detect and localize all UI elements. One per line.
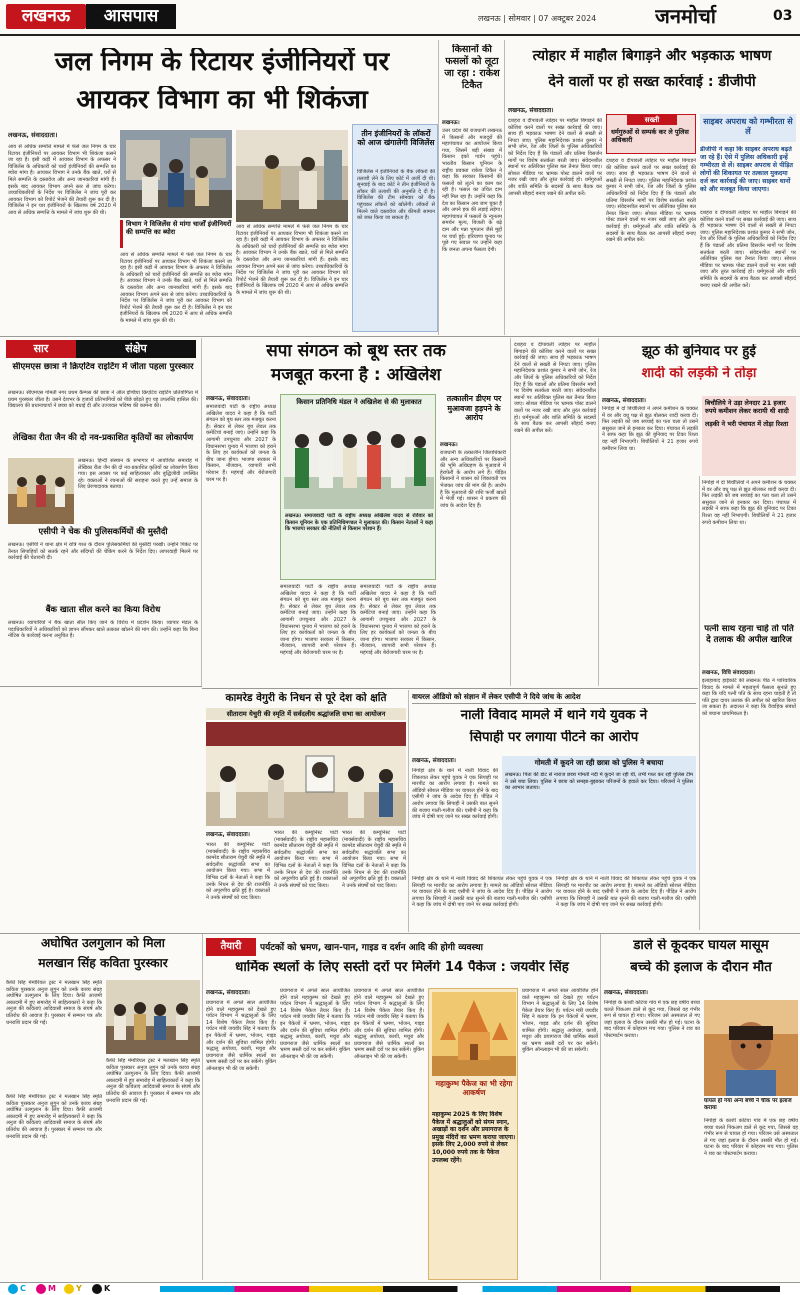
award-photo: [106, 980, 200, 1054]
comrade-photo-title: सीताराम येचुरी की स्मृति में सर्वदलीय श्रद्धांजलि सभा का आयोजन: [206, 708, 406, 720]
akhilesh-headline-1: सपा संगठन को बूथ स्तर तक: [266, 342, 446, 361]
akhilesh-headline-2: मजबूत करना है : अखिलेश: [271, 366, 441, 385]
lead-headline-2: आयकर विभाग का भी शिकंजा: [76, 86, 368, 115]
color-bar: [0, 1282, 800, 1295]
tourism-kicker-line: पर्यटकों को भ्रमण, खान-पान, गाइड व दर्शन आदि की होगी व्यवस्था: [260, 943, 483, 953]
tourism-kicker-bar: [206, 938, 598, 956]
brief-2-title: लेखिका रीता जैन की दो नव-प्रकाशित कृतियों का लोकार्पण: [12, 432, 194, 442]
jhooth-headline-2: शादी को लड़की ने तोड़ा: [641, 366, 757, 381]
brief-4-title: बैंक खाता सील करने का किया विरोध: [45, 604, 161, 614]
brief-3-body: लखनऊ। एसीपी ने थाना क्षेत्र में रात्रि गश्त के दौरान पुलिसकर्मियों की मुस्तैदी परखी। उन्होंने पिकेट पर तैनात सिपाहियों को सतर्क रहने और संदिग्धों की चेकिंग करने के निर्देश दिए। लापरवाही मिलने पर कार्रवाई की चेतावनी दी।: [8, 542, 198, 562]
child-photo: [704, 1000, 798, 1096]
brief-3-title: एसीपी ने चेक की पुलिसकर्मियों की मुस्तैदी: [38, 526, 168, 536]
akhilesh-photo-block: [280, 394, 436, 580]
vigilance-photo: [236, 130, 348, 222]
child-byline: लखनऊ, संवाददाता।: [604, 990, 648, 996]
tourism-body-col2: प्रयागराज में अगले साल आयोजित होने वाले महाकुम्भ को देखते हुए पर्यटन विभाग ने श्रद्धालुओं के लिए 14 विशेष पैकेज तैयार किए हैं। पर्यटन मंत्री जयवीर सिंह ने बताया कि इन पैकेजों में भ्रमण, भोजन, गाइड और दर्शन की सुविधा शामिल होगी। श्रद्धालु अयोध्या, काशी, मथुरा और प्रयागराज जैसे धार्मिक स्थलों का भ्रमण सस्ती दरों पर कर सकेंगे। बुकिंग ऑनलाइन भी की जा सकेगी।: [280, 988, 350, 1060]
paper-name: जनमोर्चा: [655, 4, 716, 28]
kumbh-box-title: महाकुम्भ पैकेज का भी रहेगा आकर्षण: [435, 1079, 513, 1097]
viral-body-col1: निगोहां क्षेत्र के थाने में नाली विवाद की शिकायत लेकर पहुंचे युवक ने एक सिपाही पर मारपीट का आरोप लगाया है। मामले का ऑडियो सोशल मीडिया पर वायरल होने के बाद एसीपी ने जांच के आदेश दिए हैं। पीड़ित ने आरोप लगाया कि सिपाही ने उसकी बात सुनने की बजाय गाली-गलौज की। एसीपी ने कहा कि जांच में दोषी पाए जाने पर सख्त कार्रवाई होगी।: [412, 768, 498, 821]
award-headline-2: मलखान सिंह कविता पुरस्कार: [38, 956, 168, 970]
dm-case-headline: तत्कालीन डीएम पर मुआवजा हड़पने के आरोप: [446, 394, 502, 422]
award-body-col3: कैफी सिंह मेमोरियल ट्रस्ट ने मलखान सिंह स्मृति कविता पुरस्कार अनुज लुगुन को उनके काव्य संग्रह अघोषित उलगुलान के लिए दिया। कैफी आजमी अकादमी में हुए समारोह में साहित्यकारों ने कहा कि अनुज की कविताएं आदिवासी समाज के संघर्ष और प्रतिरोध की आवाज हैं। पुरस्कार में सम्मान पत्र और धनराशि प्रदान की गई।: [6, 1094, 102, 1140]
brief-1-title: सीएमएस छात्रा ने क्रिएटिव राइटिंग में जीता पहला पुरस्कार: [12, 362, 194, 372]
color-mark-m: M: [48, 1284, 56, 1293]
brief-1-body: लखनऊ। सीएमएस गोमती नगर प्रथम कैम्पस की छात्रा ने ऑल इण्डिया क्रिएटिव राइटिंग प्रतियोगिता में प्रथम पुरस्कार जीता है। उसने देशभर के हजारों प्रतिभागियों को पीछे छोड़ते हुए यह उपलब्धि हासिल की। विद्यालय की प्रधानाचार्या ने छात्रा को बधाई दी और उज्जवल भविष्य की कामना की।: [8, 390, 198, 410]
edition-line: लखनऊ | सोमवार | 07 अक्टूबर 2024: [478, 14, 597, 23]
award-headline-1: अघोषित उलगुलान को मिला: [41, 936, 165, 950]
lead-headline-1: जल निगम के रिटायर इंजीनियरों पर: [54, 48, 390, 77]
brief-label-2: संक्षेप: [76, 340, 196, 358]
child-body-col2: निगोहां के काशी कटिया गांव में एक छह वर्षीय बच्चा चलते पिकअप डाले से कूद गया, जिससे वह गंभीर रूप से घायल हो गया। परिजन उसे अस्पताल ले गए जहां इलाज के दौरान उसकी मौत हो गई। घटना के बाद परिवार में कोहराम मच गया। पुलिस ने शव का पोस्टमार्टम कराया।: [704, 1118, 798, 1157]
viral-headline-2: सिपाही पर लगाया पीटने का आरोप: [469, 730, 639, 745]
kumbh-box: [428, 988, 518, 1280]
dgp-headline-1: त्योहार में माहौल बिगाड़ने और भड़काऊ भाषण: [532, 48, 772, 64]
comrade-headline: कामरेड वेगुरी के निधन से पूरे देश को क्षति: [225, 692, 387, 704]
viral-kicker: वायरल ऑडियो को संज्ञान में लेकर एसीपी ने दिये जांच के आदेश: [412, 692, 696, 704]
dgp-body-col2: दशहरा व दीपावली त्योहार पर माहौल बिगाड़ने की कोशिश करने वालों पर सख्त कार्रवाई की जाए। साथ ही भड़काऊ भाषण देने वालों से सख्ती से निपटा जाए। पुलिस महानिदेशक प्रशांत कुमार ने सभी जोन, रेंज और जिलों के पुलिस अधिकारियों को निर्देश दिए हैं कि पंडालों और प्रतिमा विसर्जन मार्गों पर विशेष सतर्कता बरती जाए। संवेदनशील स्थानों पर अतिरिक्त पुलिस बल तैनात किया जाए। सोशल मीडिया पर भ्रामक पोस्ट डालने वालों पर नजर रखी जाए और तुरंत कार्रवाई हो। धर्मगुरुओं और शांति समिति के सदस्यों के साथ बैठक कर आपसी सौहार्द बनाए रखने की अपील करें।: [606, 158, 696, 244]
lead-body-col1: आय से अधिक सम्पत्ति मामले में फंसे जल निगम के चार रिटायर इंजीनियरों पर आयकर विभाग भी शिकंजा कसने जा रहा है। इसी कड़ी में आयकर विभाग के अफसर ने विजिलेंस के अधिकारी को चारों इंजीनियरों की सम्पत्ति का ब्योरा मांगा है। आयकर विभाग ने उनके बैंक खाते, घरों से मिले सम्पत्ति के दस्तावेज और अन्य जानकारियां मांगी हैं। इसके बाद आयकर विभाग अपने स्तर से जांच करेगा। उच्चाधिकारियों के निर्देश पर विजिलेंस ने जांच पूरी कर आयकर विभाग को रिपोर्ट भेजने की तैयारी शुरू कर दी है। विजिलेंस ने इन चार इंजीनियरों के खिलाफ वर्ष 2020 में आय से अधिक सम्पत्ति के मामले में जांच शुरू की थी।: [8, 144, 116, 216]
viral-sub-box: [502, 756, 696, 874]
jhooth-body-col2: निगोहां में दो बिचौलियों ने अपने कमीशन के चक्कर में वर और वधू पक्ष से झूठ बोलकर शादी करवा दी। फिर लड़की को जब सच्चाई का पता चला तो उसने ससुराल जाने से इनकार कर दिया। पंचायत में लड़की ने साफ कहा कि झूठ की बुनियाद पर टिका रिश्ता वह नहीं निभाएगी। बिचौलियों ने 21 हजार रुपये कमीशन लिया था।: [702, 480, 796, 526]
farmers-headline: किसानों की फसलों को लूटा जा रहा : राकेश टिकैत: [444, 44, 500, 91]
lead-body-col2: आय से अधिक सम्पत्ति मामले में फंसे जल निगम के चार रिटायर इंजीनियरों पर आयकर विभाग भी शिकंजा कसने जा रहा है। इसी कड़ी में आयकर विभाग के अफसर ने विजिलेंस के अधिकारी को चारों इंजीनियरों की सम्पत्ति का ब्योरा मांगा है। आयकर विभाग ने उनके बैंक खाते, घरों से मिले सम्पत्ति के दस्तावेज और अन्य जानकारियां मांगी हैं। इसके बाद आयकर विभाग अपने स्तर से जांच करेगा। उच्चाधिकारियों के निर्देश पर विजिलेंस ने जांच पूरी कर आयकर विभाग को रिपोर्ट भेजने की तैयारी शुरू कर दी है। विजिलेंस ने इन चार इंजीनियरों के खिलाफ वर्ष 2020 में आय से अधिक सम्पत्ति के मामले में जांच शुरू की थी।: [120, 252, 232, 324]
kumbh-temple-photo: [432, 992, 516, 1076]
akhilesh-photo: [284, 411, 434, 509]
comrade-photo: [206, 722, 406, 826]
lead-photo-caption: विभाग ने विजिलेंस से मांगा चार्जों इंजीनियरों की सम्पत्ति का ब्योरा: [120, 220, 232, 248]
dgp-box-bullet: धर्मगुरुओं से सम्पर्क कर ले पुलिस अधिकारी: [611, 128, 689, 144]
section-right-label: आसपास: [86, 4, 176, 29]
jhooth-body-col1: निगोहां में दो बिचौलियों ने अपने कमीशन के चक्कर में वर और वधू पक्ष से झूठ बोलकर शादी करवा दी। फिर लड़की को जब सच्चाई का पता चला तो उसने ससुराल जाने से इनकार कर दिया। पंचायत में लड़की ने साफ कहा कि झूठ की बुनियाद पर टिका रिश्ता वह नहीं निभाएगी। बिचौलियों ने 21 हजार रुपये कमीशन लिया था।: [602, 406, 698, 452]
dgp-box-label: सख्ती: [627, 115, 677, 125]
dm-case-body: राजधानी के तत्कालीन जिलाधिकारी और अन्य अधिकारियों पर किसानों की भूमि अधिग्रहण के मुआवजे में हेराफेरी के आरोप लगे हैं। पीड़ित किसानों ने शासन को शिकायती पत्र भेजकर जांच की मांग की है। आरोप है कि मुआवजे की राशि फर्जी खातों में भेजी गई। शासन ने प्रकरण की जांच के आदेश दिए हैं।: [440, 450, 506, 509]
cyber-box-title: साइबर अपराध को गम्भीरता से लें: [700, 114, 796, 142]
lead-byline: लखनऊ, संवाददाता।: [8, 131, 58, 139]
viral-body-col2: निगोहां क्षेत्र के थाने में नाली विवाद की शिकायत लेकर पहुंचे युवक ने एक सिपाही पर मारपीट का आरोप लगाया है। मामले का ऑडियो सोशल मीडिया पर वायरल होने के बाद एसीपी ने जांच के आदेश दिए हैं। पीड़ित ने आरोप लगाया कि सिपाही ने उसकी बात सुनने की बजाय गाली-गलौज की। एसीपी ने कहा कि जांच में दोषी पाए जाने पर सख्त कार्रवाई होगी।: [412, 876, 552, 909]
masthead: [0, 0, 800, 34]
child-body-col1: निगोहां के काशी कटिया गांव में एक छह वर्षीय बच्चा चलते पिकअप डाले से कूद गया, जिससे वह गंभीर रूप से घायल हो गया। परिजन उसे अस्पताल ले गए जहां इलाज के दौरान उसकी मौत हो गई। घटना के बाद परिवार में कोहराम मच गया। पुलिस ने शव का पोस्टमार्टम कराया।: [604, 1000, 700, 1039]
brief-label-1: सार: [6, 340, 76, 358]
dgp-body-col1: दशहरा व दीपावली त्योहार पर माहौल बिगाड़ने की कोशिश करने वालों पर सख्त कार्रवाई की जाए। साथ ही भड़काऊ भाषण देने वालों से सख्ती से निपटा जाए। पुलिस महानिदेशक प्रशांत कुमार ने सभी जोन, रेंज और जिलों के पुलिस अधिकारियों को निर्देश दिए हैं कि पंडालों और प्रतिमा विसर्जन मार्गों पर विशेष सतर्कता बरती जाए। संवेदनशील स्थानों पर अतिरिक्त पुलिस बल तैनात किया जाए। सोशल मीडिया पर भ्रामक पोस्ट डालने वालों पर नजर रखी जाए और तुरंत कार्रवाई हो। धर्मगुरुओं और शांति समिति के सदस्यों के साथ बैठक कर आपसी सौहार्द बनाए रखने की अपील करें।: [508, 118, 602, 197]
tourism-headline: धार्मिक स्थलों के लिए सस्ती दरों पर मिलेंगे 14 पैकेज : जयवीर सिंह: [235, 960, 569, 975]
cyber-box: [700, 114, 796, 334]
cyber-box-lead: डीजीपी ने कहा कि साइबर अपराध बढ़ते जा रहे हैं। ऐसे में पुलिस अधिकारी इन्हें गम्भीरता से लें। साइबर अपराध से पीड़ित लोगों की शिकायत पर तत्काल मुकदमा दर्ज कर कार्रवाई की जाए। साइबर थानों को और मजबूत किया जाएगा।: [700, 146, 794, 193]
jhooth-bullet-2: लड़की ने भरी पंचायत में तोड़ा रिश्ता: [705, 419, 789, 428]
viral-headline-1: नाली विवाद मामले में थाने गये युवक ने: [460, 708, 648, 723]
child-headline-2: बच्चे की इलाज के दौरान मौत: [630, 960, 772, 975]
comrade-body-col3: भारत की कम्युनिस्ट पार्टी (मार्क्सवादी) के राष्ट्रीय महासचिव कामरेड सीताराम येचुरी की स्मृति में सर्वदलीय श्रद्धांजलि सभा का आयोजन किया गया। सभा में विभिन्न दलों के नेताओं ने कहा कि उनके निधन से देश की राजनीति को अपूरणीय क्षति हुई है। वक्ताओं ने उनके संघर्षों को याद किया।: [342, 830, 406, 889]
child-headline-1: डाले से कूदकर घायल मासूम: [633, 938, 769, 953]
lead-sidebar-box: [352, 124, 438, 332]
brief-2-body: लखनऊ। हिन्दी संस्थान के सभागार में आयोजित समारोह में लेखिका रीता जैन की दो नव-प्रकाशित कृतियों का लोकार्पण किया गया। इस अवसर पर कई साहित्यकार और बुद्धिजीवी उपस्थित रहे। वक्ताओं ने रचनाओं की सराहना करते हुए उन्हें समाज के लिए प्रेरणादायक बताया।: [78, 458, 198, 491]
award-body-col1: कैफी सिंह मेमोरियल ट्रस्ट ने मलखान सिंह स्मृति कविता पुरस्कार अनुज लुगुन को उनके काव्य संग्रह अघोषित उलगुलान के लिए दिया। कैफी आजमी अकादमी में हुए समारोह में साहित्यकारों ने कहा कि अनुज की कविताएं आदिवासी समाज के संघर्ष और प्रतिरोध की आवाज हैं। पुरस्कार में सम्मान पत्र और धनराशि प्रदान की गई।: [6, 980, 102, 1026]
viral-body-col3: निगोहां क्षेत्र के थाने में नाली विवाद की शिकायत लेकर पहुंचे युवक ने एक सिपाही पर मारपीट का आरोप लगाया है। मामले का ऑडियो सोशल मीडिया पर वायरल होने के बाद एसीपी ने जांच के आदेश दिए हैं। पीड़ित ने आरोप लगाया कि सिपाही ने उसकी बात सुनने की बजाय गाली-गलौज की। एसीपी ने कहा कि जांच में दोषी पाए जाने पर सख्त कार्रवाई होगी।: [556, 876, 696, 909]
viral-sub-body: लखनऊ। पिता की डांट से नाराज छात्रा गोमती नदी में कूदने जा रही थी, तभी गश्त कर रही पुलिस टीम ने उसे बचा लिया। पुलिस ने छात्रा को समझा-बुझाकर परिजनों के हवाले कर दिया। परिजनों ने पुलिस का आभार जताया।: [505, 772, 693, 792]
tourism-kicker: तैयारी: [206, 938, 256, 956]
comrade-byline: लखनऊ, संवाददाता।: [206, 832, 250, 838]
akhilesh-body-col3: समाजवादी पार्टी के राष्ट्रीय अध्यक्ष अखिलेश यादव ने कहा है कि पार्टी संगठन को बूथ स्तर तक मजबूत करना है। सेक्टर से लेकर बूथ लेवल तक कमेटियां बनाई जाएं। उन्होंने कहा कि आगामी उपचुनाव और 2027 के विधानसभा चुनाव में भाजपा को हराने के लिए हर कार्यकर्ता को जनता के बीच जाना होगा। भाजपा सरकार में किसान, नौजवान, व्यापारी सभी परेशान हैं। महंगाई और बेरोजगारी चरम पर है।: [360, 584, 436, 656]
color-mark-c: C: [20, 1284, 26, 1293]
farmers-body: उत्तर प्रदेश की राजधानी लखनऊ में किसानों और मजदूरों की महापंचायत का आयोजन किया गया, जिसमें बड़ी संख्या में किसान इको गार्डन पहुंचे। भारतीय किसान यूनियन के राष्ट्रीय प्रवक्ता राकेश टिकैत ने कहा कि सरकार किसानों की फसलों को लूटने का काम कर रही है। फसल का उचित दाम नहीं मिल रहा है। उन्होंने कहा कि देश का किसान अब जाग चुका है और अपने हक की लड़ाई लड़ेगा। महापंचायत में फसलों के न्यूनतम समर्थन मूल्य, बिजली के बढ़े दाम और गन्ना भुगतान जैसे मुद्दों पर चर्चा हुई। हरियाणा चुनाव पर पूछे गए सवाल पर उन्होंने कहा कि जनता अपना फैसला देगी।: [442, 128, 502, 253]
tourism-byline: लखनऊ, संवाददाता।: [206, 990, 250, 996]
award-body-col2: कैफी सिंह मेमोरियल ट्रस्ट ने मलखान सिंह स्मृति कविता पुरस्कार अनुज लुगुन को उनके काव्य संग्रह अघोषित उलगुलान के लिए दिया। कैफी आजमी अकादमी में हुए समारोह में साहित्यकारों ने कहा कि अनुज की कविताएं आदिवासी समाज के संघर्ष और प्रतिरोध की आवाज हैं। पुरस्कार में सम्मान पत्र और धनराशि प्रदान की गई।: [106, 1058, 200, 1104]
color-mark-k: K: [104, 1284, 111, 1293]
akhilesh-body-col2: समाजवादी पार्टी के राष्ट्रीय अध्यक्ष अखिलेश यादव ने कहा है कि पार्टी संगठन को बूथ स्तर तक मजबूत करना है। सेक्टर से लेकर बूथ लेवल तक कमेटियां बनाई जाएं। उन्होंने कहा कि आगामी उपचुनाव और 2027 के विधानसभा चुनाव में भाजपा को हराने के लिए हर कार्यकर्ता को जनता के बीच जाना होगा। भाजपा सरकार में किसान, नौजवान, व्यापारी सभी परेशान हैं। महंगाई और बेरोजगारी चरम पर है।: [280, 584, 356, 656]
jhooth-bullets: [702, 396, 796, 476]
dgp-strict-box: [606, 114, 696, 154]
akhilesh-byline: लखनऊ, संवाददाता।: [206, 396, 250, 402]
akhilesh-photo-title: किसान प्रतिनिधि मंडल ने अखिलेश से की मुलाकात: [296, 398, 422, 406]
lead-photo: [120, 130, 232, 218]
lead-body-col3: आय से अधिक सम्पत्ति मामले में फंसे जल निगम के चार रिटायर इंजीनियरों पर आयकर विभाग भी शिकंजा कसने जा रहा है। इसी कड़ी में आयकर विभाग के अफसर ने विजिलेंस के अधिकारी को चारों इंजीनियरों की सम्पत्ति का ब्योरा मांगा है। आयकर विभाग ने उनके बैंक खाते, घरों से मिले सम्पत्ति के दस्तावेज और अन्य जानकारियां मांगी हैं। इसके बाद आयकर विभाग अपने स्तर से जांच करेगा। उच्चाधिकारियों के निर्देश पर विजिलेंस ने जांच पूरी कर आयकर विभाग को रिपोर्ट भेजने की तैयारी शुरू कर दी है। विजिलेंस ने इन चार इंजीनियरों के खिलाफ वर्ष 2020 में आय से अधिक सम्पत्ति के मामले में जांच शुरू की थी।: [236, 224, 348, 296]
dgp-byline: लखनऊ, संवाददाता।: [508, 107, 554, 114]
child-photo-caption: घायल हो गया अन्य बच्चे ने चौक पर इलाज कराया: [704, 1098, 792, 1111]
page-number: 03: [773, 8, 793, 24]
cyber-box-body: दशहरा व दीपावली त्योहार पर माहौल बिगाड़ने की कोशिश करने वालों पर सख्त कार्रवाई की जाए। साथ ही भड़काऊ भाषण देने वालों से सख्ती से निपटा जाए। पुलिस महानिदेशक प्रशांत कुमार ने सभी जोन, रेंज और जिलों के पुलिस अधिकारियों को निर्देश दिए हैं कि पंडालों और प्रतिमा विसर्जन मार्गों पर विशेष सतर्कता बरती जाए। संवेदनशील स्थानों पर अतिरिक्त पुलिस बल तैनात किया जाए। सोशल मीडिया पर भ्रामक पोस्ट डालने वालों पर नजर रखी जाए और तुरंत कार्रवाई हो। धर्मगुरुओं और शांति समिति के सदस्यों के साथ बैठक कर आपसी सौहार्द बनाए रखने की अपील करें।: [700, 210, 796, 289]
jhooth-byline: लखनऊ, संवाददाता।: [602, 398, 646, 404]
akhilesh-photo-caption: लखनऊ। समाजवादी पार्टी के राष्ट्रीय अध्यक्ष अखिलेश यादव से रविवार को किसान यूनियन के एक प्रतिनिधिमण्डल ने मुलाकात की। किसान नेताओं ने कहा कि भाजपा सरकार की नीतियों से किसान परेशान हैं।: [285, 513, 433, 533]
lead-sidebar-body: विजिलेंस ने इंजीनियरों के बैंक लॉकरों की तलाशी लेने के लिए कोर्ट में अर्जी दी थी। सुनवाई के बाद कोर्ट ने तीन इंजीनियरों के लॉकर की तलाशी की अनुमति दे दी है। विजिलेंस की टीम सोमवार को बैंक पहुंचकर लॉकरों को खोलेगी। लॉकरों से मिलने वाले दस्तावेज और कीमती सामान को जब्त किया जा सकता है।: [357, 169, 435, 222]
brief-4-body: लखनऊ। व्यापारियों ने बैंक खाता सील किए जाने के विरोध में प्रदर्शन किया। व्यापार मंडल के पदाधिकारियों ने अधिकारियों को ज्ञापन सौंपकर खाते तत्काल खोलने की मांग की। उन्होंने कहा कि बिना नोटिस के कार्रवाई करना अनुचित है।: [8, 620, 198, 640]
dgp-body-col3: दशहरा व दीपावली त्योहार पर माहौल बिगाड़ने की कोशिश करने वालों पर सख्त कार्रवाई की जाए। साथ ही भड़काऊ भाषण देने वालों से सख्ती से निपटा जाए। पुलिस महानिदेशक प्रशांत कुमार ने सभी जोन, रेंज और जिलों के पुलिस अधिकारियों को निर्देश दिए हैं कि पंडालों और प्रतिमा विसर्जन मार्गों पर विशेष सतर्कता बरती जाए। संवेदनशील स्थानों पर अतिरिक्त पुलिस बल तैनात किया जाए। सोशल मीडिया पर भ्रामक पोस्ट डालने वालों पर नजर रखी जाए और तुरंत कार्रवाई हो। धर्मगुरुओं और शांति समिति के सदस्यों के साथ बैठक कर आपसी सौहार्द बनाए रखने की अपील करें।: [514, 342, 596, 434]
comrade-body-col2: भारत की कम्युनिस्ट पार्टी (मार्क्सवादी) के राष्ट्रीय महासचिव कामरेड सीताराम येचुरी की स्मृति में सर्वदलीय श्रद्धांजलि सभा का आयोजन किया गया। सभा में विभिन्न दलों के नेताओं ने कहा कि उनके निधन से देश की राजनीति को अपूरणीय क्षति हुई है। वक्ताओं ने उनके संघर्षों को याद किया।: [274, 830, 338, 889]
jhooth-headline-1: झूठ की बुनियाद पर हुई: [642, 344, 756, 359]
farmers-byline: लखनऊ।: [442, 120, 460, 126]
jhooth-sub-headline: पत्नी साथ रहना चाहे तो पति दे तलाक की अपील खारिज: [704, 624, 794, 645]
section-left-label: लखनऊ: [6, 4, 86, 29]
dm-case-byline: लखनऊ।: [440, 442, 458, 448]
akhilesh-body-col1: समाजवादी पार्टी के राष्ट्रीय अध्यक्ष अखिलेश यादव ने कहा है कि पार्टी संगठन को बूथ स्तर तक मजबूत करना है। सेक्टर से लेकर बूथ लेवल तक कमेटियां बनाई जाएं। उन्होंने कहा कि आगामी उपचुनाव और 2027 के विधानसभा चुनाव में भाजपा को हराने के लिए हर कार्यकर्ता को जनता के बीच जाना होगा। भाजपा सरकार में किसान, नौजवान, व्यापारी सभी परेशान हैं। महंगाई और बेरोजगारी चरम पर है।: [206, 404, 276, 483]
viral-sub-title: गोमती में कूदने जा रही छात्रा को पुलिस ने बचाया: [534, 758, 664, 767]
lead-sidebar-title: तीन इंजीनियरों के लॉकरों को आज खंगालेगी विजिलेंस: [357, 129, 435, 147]
tourism-body-col4: प्रयागराज में अगले साल आयोजित होने वाले महाकुम्भ को देखते हुए पर्यटन विभाग ने श्रद्धालुओं के लिए 14 विशेष पैकेज तैयार किए हैं। पर्यटन मंत्री जयवीर सिंह ने बताया कि इन पैकेजों में भ्रमण, भोजन, गाइड और दर्शन की सुविधा शामिल होगी। श्रद्धालु अयोध्या, काशी, मथुरा और प्रयागराज जैसे धार्मिक स्थलों का भ्रमण सस्ती दरों पर कर सकेंगे। बुकिंग ऑनलाइन भी की जा सकेगी।: [522, 988, 598, 1054]
color-mark-y: Y: [76, 1284, 82, 1293]
jhooth-sub-byline: लखनऊ, विधि संवाददाता।: [702, 670, 755, 676]
comrade-body-col1: भारत की कम्युनिस्ट पार्टी (मार्क्सवादी) के राष्ट्रीय महासचिव कामरेड सीताराम येचुरी की स्मृति में सर्वदलीय श्रद्धांजलि सभा का आयोजन किया गया। सभा में विभिन्न दलों के नेताओं ने कहा कि उनके निधन से देश की राजनीति को अपूरणीय क्षति हुई है। वक्ताओं ने उनके संघर्षों को याद किया।: [206, 842, 270, 901]
kumbh-box-body: महाकुम्भ 2025 के लिए विशेष पैकेज में श्रद्धालुओं को संगम स्नान, अखाड़ों का दर्शन और प्रयागराज के प्रमुख मंदिरों का भ्रमण कराया जाएगा। इसके लिए 2,000 रुपये से लेकर 10,000 रुपये तक के पैकेज उपलब्ध रहेंगे।: [432, 1111, 516, 1164]
dgp-headline-2: देने वालों पर हो सख्त कार्रवाई : डीजीपी: [548, 74, 756, 90]
brief-header: [6, 340, 196, 358]
viral-byline: लखनऊ, संवाददाता।: [412, 758, 456, 764]
jhooth-bullet-1: बिचौलिये ने उड़ा लेनदार 21 हजार रुपये कमीशन लेकर करायी थी शादी: [705, 399, 789, 416]
book-launch-photo: [8, 458, 74, 524]
tourism-body-col1: प्रयागराज में अगले साल आयोजित होने वाले महाकुम्भ को देखते हुए पर्यटन विभाग ने श्रद्धालुओं के लिए 14 विशेष पैकेज तैयार किए हैं। पर्यटन मंत्री जयवीर सिंह ने बताया कि इन पैकेजों में भ्रमण, भोजन, गाइड और दर्शन की सुविधा शामिल होगी। श्रद्धालु अयोध्या, काशी, मथुरा और प्रयागराज जैसे धार्मिक स्थलों का भ्रमण सस्ती दरों पर कर सकेंगे। बुकिंग ऑनलाइन भी की जा सकेगी।: [206, 1000, 276, 1072]
tourism-body-col3: प्रयागराज में अगले साल आयोजित होने वाले महाकुम्भ को देखते हुए पर्यटन विभाग ने श्रद्धालुओं के लिए 14 विशेष पैकेज तैयार किए हैं। पर्यटन मंत्री जयवीर सिंह ने बताया कि इन पैकेजों में भ्रमण, भोजन, गाइड और दर्शन की सुविधा शामिल होगी। श्रद्धालु अयोध्या, काशी, मथुरा और प्रयागराज जैसे धार्मिक स्थलों का भ्रमण सस्ती दरों पर कर सकेंगे। बुकिंग ऑनलाइन भी की जा सकेगी।: [354, 988, 424, 1060]
jhooth-sub-body: इलाहाबाद हाईकोर्ट की लखनऊ पीठ ने पारिवारिक विवाद के मामले में महत्वपूर्ण फैसला सुनाते हुए कहा कि यदि पत्नी पति के साथ रहना चाहती है तो पति द्वारा दायर तलाक की अपील को खारिज किया जा सकता है। अदालत ने कहा कि वैवाहिक संबंधों को बचाना प्राथमिकता है।: [702, 678, 796, 717]
